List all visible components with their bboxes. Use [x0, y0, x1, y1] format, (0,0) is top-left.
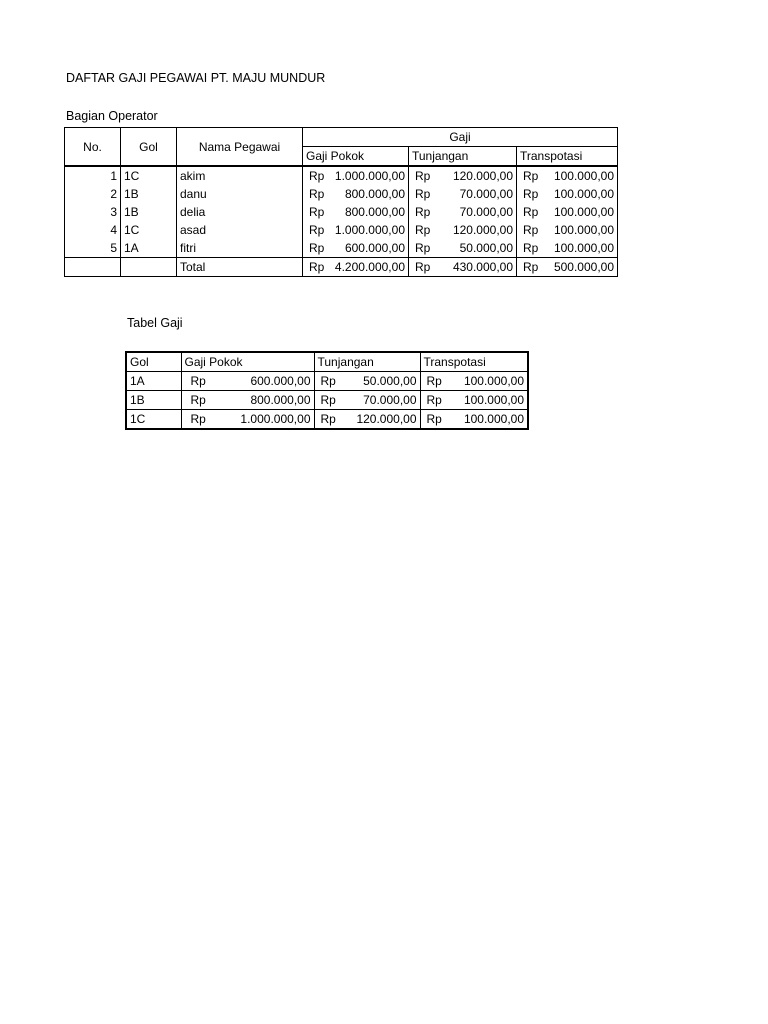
currency-symbol: Rp: [415, 169, 431, 183]
currency-symbol: Rp: [320, 393, 336, 407]
table-row: [65, 185, 618, 203]
total-tunjangan: [409, 258, 517, 277]
currency-symbol: Rp: [523, 223, 539, 237]
row-gaji-pokok: [303, 239, 409, 258]
currency-symbol: Rp: [309, 169, 325, 183]
amount-value: 1.000.000,00: [240, 412, 311, 426]
row-gol: 1B: [121, 185, 177, 203]
row-transpotasi: [517, 221, 618, 239]
gaji-row-tunjangan: [314, 372, 420, 391]
gaji-row-tunjangan: [314, 410, 420, 430]
header-nama: Nama Pegawai: [177, 128, 303, 167]
salary-table: [64, 127, 618, 277]
currency-symbol: Rp: [309, 260, 325, 274]
row-gaji-pokok: [303, 166, 409, 185]
amount-value: 100.000,00: [553, 169, 614, 183]
total-gaji-pokok: [303, 258, 409, 277]
gaji-row-pokok: [181, 410, 314, 430]
row-no: 2: [65, 185, 121, 203]
gaji-row-transpotasi: [420, 410, 528, 430]
header-transpotasi: Transpotasi: [517, 147, 618, 167]
amount-value: 1.000.000,00: [334, 223, 405, 237]
gaji-row-pokok: [181, 391, 314, 410]
currency-symbol: Rp: [320, 374, 336, 388]
row-tunjangan: [409, 166, 517, 185]
gaji-header-row: [126, 352, 528, 372]
gaji-row-pokok: [181, 372, 314, 391]
gaji-section-heading: Tabel Gaji: [127, 316, 183, 330]
currency-symbol: Rp: [415, 223, 431, 237]
currency-symbol: Rp: [415, 187, 431, 201]
currency-symbol: Rp: [309, 205, 325, 219]
currency-symbol: Rp: [190, 374, 206, 388]
table-row: [65, 166, 618, 185]
row-gaji-pokok: [303, 221, 409, 239]
total-transpotasi: [517, 258, 618, 277]
amount-value: 50.000,00: [363, 374, 417, 388]
row-nama: akim: [177, 166, 303, 185]
row-tunjangan: [409, 185, 517, 203]
gaji-header-pokok: Gaji Pokok: [181, 352, 314, 372]
row-nama: asad: [177, 221, 303, 239]
row-no: 5: [65, 239, 121, 258]
amount-value: 100.000,00: [553, 223, 614, 237]
row-transpotasi: [517, 239, 618, 258]
amount-value: 70.000,00: [459, 205, 513, 219]
amount-value: 100.000,00: [553, 187, 614, 201]
row-transpotasi: [517, 203, 618, 221]
gaji-row-gol: 1A: [126, 372, 181, 391]
gaji-table: [125, 351, 529, 430]
total-row: [65, 258, 618, 277]
row-gol: 1A: [121, 239, 177, 258]
amount-value: 4.200.000,00: [334, 260, 405, 274]
currency-symbol: Rp: [190, 412, 206, 426]
gaji-row-tunjangan: [314, 391, 420, 410]
currency-symbol: Rp: [309, 241, 325, 255]
row-tunjangan: [409, 203, 517, 221]
currency-symbol: Rp: [426, 374, 442, 388]
gaji-row-gol: 1C: [126, 410, 181, 430]
total-empty-no: [65, 258, 121, 277]
gaji-row-transpotasi: [420, 372, 528, 391]
amount-value: 100.000,00: [463, 374, 524, 388]
row-gol: 1C: [121, 221, 177, 239]
amount-value: 1.000.000,00: [334, 169, 405, 183]
header-gaji: Gaji: [303, 128, 618, 147]
row-gaji-pokok: [303, 203, 409, 221]
row-nama: delia: [177, 203, 303, 221]
row-gol: 1C: [121, 166, 177, 185]
currency-symbol: Rp: [523, 241, 539, 255]
row-no: 1: [65, 166, 121, 185]
row-gaji-pokok: [303, 185, 409, 203]
table-header-row: [65, 128, 618, 147]
gaji-row-gol: 1B: [126, 391, 181, 410]
amount-value: 120.000,00: [356, 412, 417, 426]
currency-symbol: Rp: [523, 169, 539, 183]
table-row: [65, 239, 618, 258]
amount-value: 100.000,00: [463, 393, 524, 407]
currency-symbol: Rp: [415, 260, 431, 274]
header-no: No.: [65, 128, 121, 167]
amount-value: 70.000,00: [363, 393, 417, 407]
currency-symbol: Rp: [426, 393, 442, 407]
amount-value: 120.000,00: [452, 223, 513, 237]
header-gaji-pokok: Gaji Pokok: [303, 147, 409, 167]
currency-symbol: Rp: [523, 260, 539, 274]
amount-value: 800.000,00: [344, 187, 405, 201]
currency-symbol: Rp: [523, 187, 539, 201]
currency-symbol: Rp: [415, 205, 431, 219]
total-label: Total: [177, 258, 303, 277]
document-title: DAFTAR GAJI PEGAWAI PT. MAJU MUNDUR: [66, 71, 326, 85]
gaji-header-gol: Gol: [126, 352, 181, 372]
gaji-row: [126, 372, 528, 391]
row-tunjangan: [409, 239, 517, 258]
row-nama: fitri: [177, 239, 303, 258]
row-transpotasi: [517, 185, 618, 203]
row-gol: 1B: [121, 203, 177, 221]
row-nama: danu: [177, 185, 303, 203]
row-no: 3: [65, 203, 121, 221]
table-row: [65, 203, 618, 221]
currency-symbol: Rp: [523, 205, 539, 219]
currency-symbol: Rp: [426, 412, 442, 426]
amount-value: 800.000,00: [344, 205, 405, 219]
currency-symbol: Rp: [309, 187, 325, 201]
amount-value: 500.000,00: [553, 260, 614, 274]
total-empty-gol: [121, 258, 177, 277]
amount-value: 800.000,00: [250, 393, 311, 407]
amount-value: 70.000,00: [459, 187, 513, 201]
currency-symbol: Rp: [320, 412, 336, 426]
row-tunjangan: [409, 221, 517, 239]
gaji-row-transpotasi: [420, 391, 528, 410]
header-tunjangan: Tunjangan: [409, 147, 517, 167]
gaji-row: [126, 391, 528, 410]
gaji-header-transpotasi: Transpotasi: [420, 352, 528, 372]
currency-symbol: Rp: [190, 393, 206, 407]
table-row: [65, 221, 618, 239]
amount-value: 600.000,00: [250, 374, 311, 388]
currency-symbol: Rp: [415, 241, 431, 255]
amount-value: 430.000,00: [452, 260, 513, 274]
currency-symbol: Rp: [309, 223, 325, 237]
gaji-header-tunjangan: Tunjangan: [314, 352, 420, 372]
amount-value: 120.000,00: [452, 169, 513, 183]
amount-value: 100.000,00: [553, 205, 614, 219]
amount-value: 100.000,00: [553, 241, 614, 255]
row-no: 4: [65, 221, 121, 239]
amount-value: 100.000,00: [463, 412, 524, 426]
gaji-row: [126, 410, 528, 430]
amount-value: 50.000,00: [459, 241, 513, 255]
row-transpotasi: [517, 166, 618, 185]
header-gol: Gol: [121, 128, 177, 167]
section-heading: Bagian Operator: [66, 109, 158, 123]
amount-value: 600.000,00: [344, 241, 405, 255]
